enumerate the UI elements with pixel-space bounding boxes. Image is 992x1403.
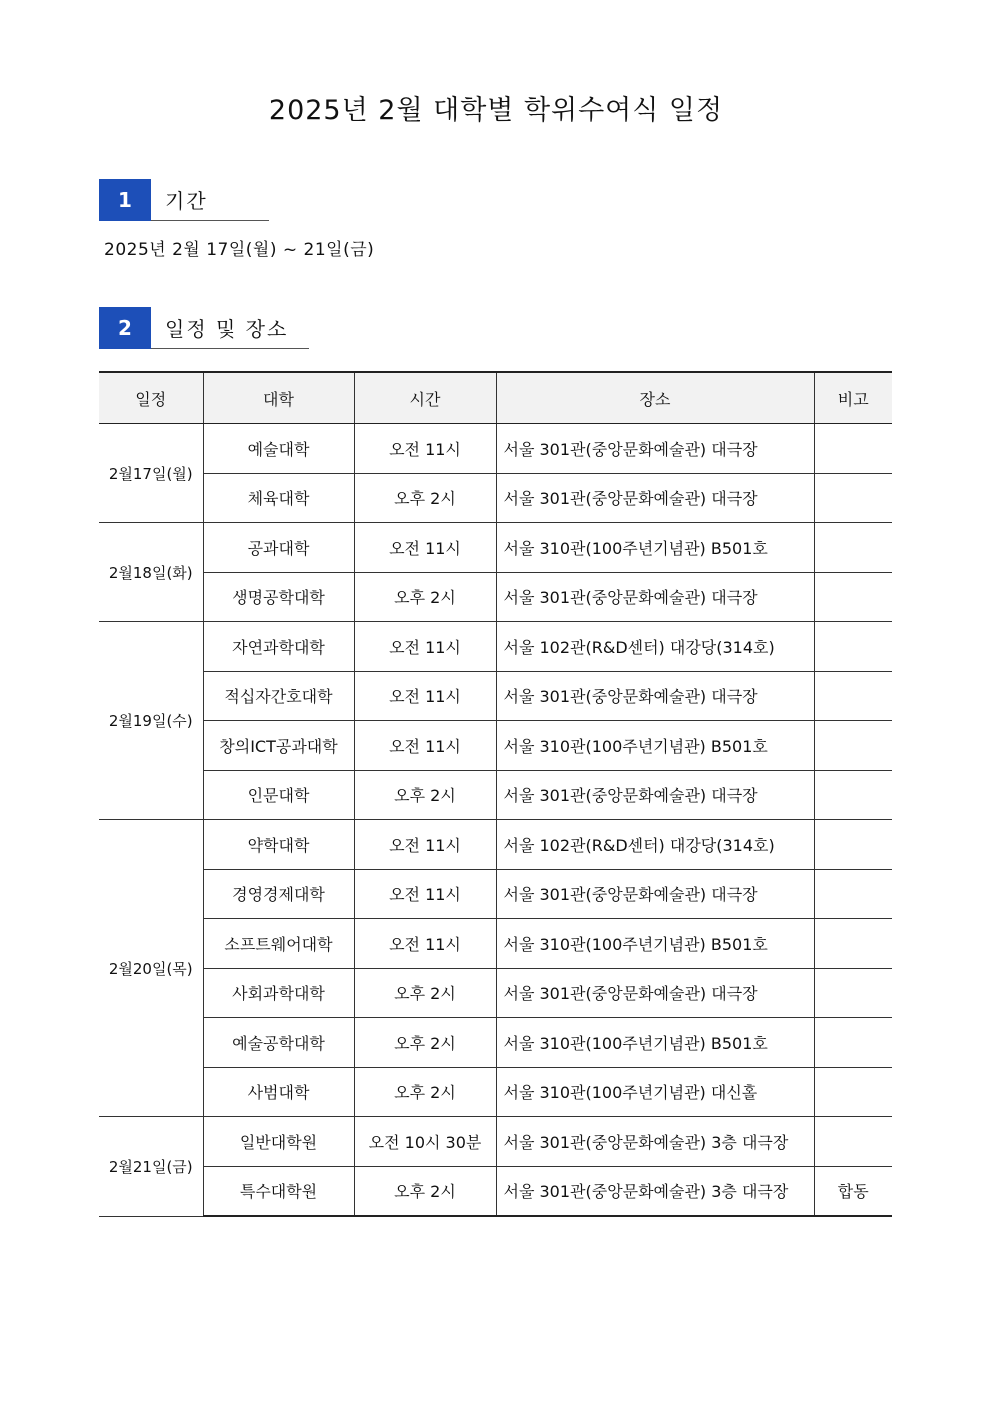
cell-college: 생명공학대학 — [203, 572, 354, 622]
cell-venue: 서울 301관(중앙문화예술관) 대극장 — [496, 424, 814, 474]
cell-venue: 서울 310관(100주년기념관) B501호 — [496, 1018, 814, 1068]
cell-college: 사회과학대학 — [203, 968, 354, 1018]
cell-college: 사범대학 — [203, 1067, 354, 1117]
header-college: 대학 — [203, 372, 354, 424]
cell-time: 오전 10시 30분 — [354, 1117, 496, 1167]
cell-venue: 서울 301관(중앙문화예술관) 대극장 — [496, 671, 814, 721]
schedule-date: 2월20일(목) — [99, 820, 203, 1117]
cell-note — [814, 424, 892, 474]
table-header-row — [99, 372, 892, 424]
cell-time: 오후 2시 — [354, 1067, 496, 1117]
section-label: 일정 및 장소 — [151, 307, 309, 349]
table-row — [99, 968, 892, 1018]
cell-time: 오후 2시 — [354, 1166, 496, 1216]
cell-note: 합동 — [814, 1166, 892, 1216]
cell-note — [814, 671, 892, 721]
cell-venue: 서울 301관(중앙문화예술관) 대극장 — [496, 968, 814, 1018]
table-row — [99, 622, 892, 672]
cell-college: 공과대학 — [203, 523, 354, 573]
header-note: 비고 — [814, 372, 892, 424]
table-row — [99, 820, 892, 870]
page-title: 2025년 2월 대학별 학위수여식 일정 — [268, 95, 724, 126]
cell-college: 일반대학원 — [203, 1117, 354, 1167]
cell-college: 예술대학 — [203, 424, 354, 474]
table-row — [99, 770, 892, 820]
table-row — [99, 523, 892, 573]
cell-note — [814, 1117, 892, 1167]
cell-time: 오전 11시 — [354, 869, 496, 919]
cell-venue: 서울 310관(100주년기념관) B501호 — [496, 523, 814, 573]
schedule-date: 2월19일(수) — [99, 622, 203, 820]
cell-time: 오후 2시 — [354, 572, 496, 622]
cell-time: 오전 11시 — [354, 721, 496, 771]
cell-venue: 서울 301관(중앙문화예술관) 3층 대극장 — [496, 1166, 814, 1216]
cell-note — [814, 523, 892, 573]
period-text: 2025년 2월 17일(월) ~ 21일(금) — [104, 240, 375, 260]
cell-college: 인문대학 — [203, 770, 354, 820]
cell-venue: 서울 301관(중앙문화예술관) 대극장 — [496, 770, 814, 820]
table-row — [99, 721, 892, 771]
cell-college: 경영경제대학 — [203, 869, 354, 919]
table-row — [99, 572, 892, 622]
cell-time: 오전 11시 — [354, 671, 496, 721]
schedule-date: 2월18일(화) — [99, 523, 203, 622]
cell-college: 특수대학원 — [203, 1166, 354, 1216]
cell-time: 오전 11시 — [354, 820, 496, 870]
cell-venue: 서울 301관(중앙문화예술관) 대극장 — [496, 473, 814, 523]
table-row — [99, 919, 892, 969]
cell-note — [814, 1018, 892, 1068]
cell-note — [814, 968, 892, 1018]
cell-note — [814, 1067, 892, 1117]
cell-time: 오후 2시 — [354, 770, 496, 820]
cell-note — [814, 770, 892, 820]
cell-venue: 서울 301관(중앙문화예술관) 3층 대극장 — [496, 1117, 814, 1167]
cell-note — [814, 622, 892, 672]
cell-time: 오전 11시 — [354, 919, 496, 969]
cell-venue: 서울 301관(중앙문화예술관) 대극장 — [496, 869, 814, 919]
schedule-date: 2월17일(월) — [99, 424, 203, 523]
table-row — [99, 1018, 892, 1068]
cell-note — [814, 572, 892, 622]
cell-note — [814, 869, 892, 919]
table-row — [99, 1067, 892, 1117]
cell-time: 오전 11시 — [354, 424, 496, 474]
cell-college: 소프트웨어대학 — [203, 919, 354, 969]
cell-time: 오전 11시 — [354, 622, 496, 672]
cell-college: 창의ICT공과대학 — [203, 721, 354, 771]
header-date: 일정 — [99, 372, 203, 424]
cell-venue: 서울 301관(중앙문화예술관) 대극장 — [496, 572, 814, 622]
schedule-table — [99, 371, 892, 1217]
cell-time: 오후 2시 — [354, 968, 496, 1018]
cell-time: 오전 11시 — [354, 523, 496, 573]
cell-venue: 서울 310관(100주년기념관) 대신홀 — [496, 1067, 814, 1117]
schedule-body — [99, 424, 892, 1217]
cell-college: 예술공학대학 — [203, 1018, 354, 1068]
table-row — [99, 1117, 892, 1167]
cell-venue: 서울 102관(R&D센터) 대강당(314호) — [496, 622, 814, 672]
cell-note — [814, 721, 892, 771]
cell-venue: 서울 310관(100주년기념관) B501호 — [496, 919, 814, 969]
cell-venue: 서울 310관(100주년기념관) B501호 — [496, 721, 814, 771]
cell-time: 오후 2시 — [354, 1018, 496, 1068]
cell-college: 자연과학대학 — [203, 622, 354, 672]
table-row — [99, 473, 892, 523]
cell-time: 오후 2시 — [354, 473, 496, 523]
schedule-date: 2월21일(금) — [99, 1117, 203, 1217]
cell-college: 적십자간호대학 — [203, 671, 354, 721]
section-number: 1 — [99, 179, 151, 221]
section-label: 기간 — [151, 179, 269, 221]
section-number: 2 — [99, 307, 151, 349]
section-header-schedule — [99, 307, 309, 349]
header-time: 시간 — [354, 372, 496, 424]
table-row — [99, 424, 892, 474]
cell-college: 체육대학 — [203, 473, 354, 523]
cell-venue: 서울 102관(R&D센터) 대강당(314호) — [496, 820, 814, 870]
table-row — [99, 869, 892, 919]
cell-college: 약학대학 — [203, 820, 354, 870]
section-header-period — [99, 179, 269, 221]
cell-note — [814, 473, 892, 523]
cell-note — [814, 919, 892, 969]
header-venue: 장소 — [496, 372, 814, 424]
cell-note — [814, 820, 892, 870]
table-row — [99, 671, 892, 721]
table-row — [99, 1166, 892, 1216]
